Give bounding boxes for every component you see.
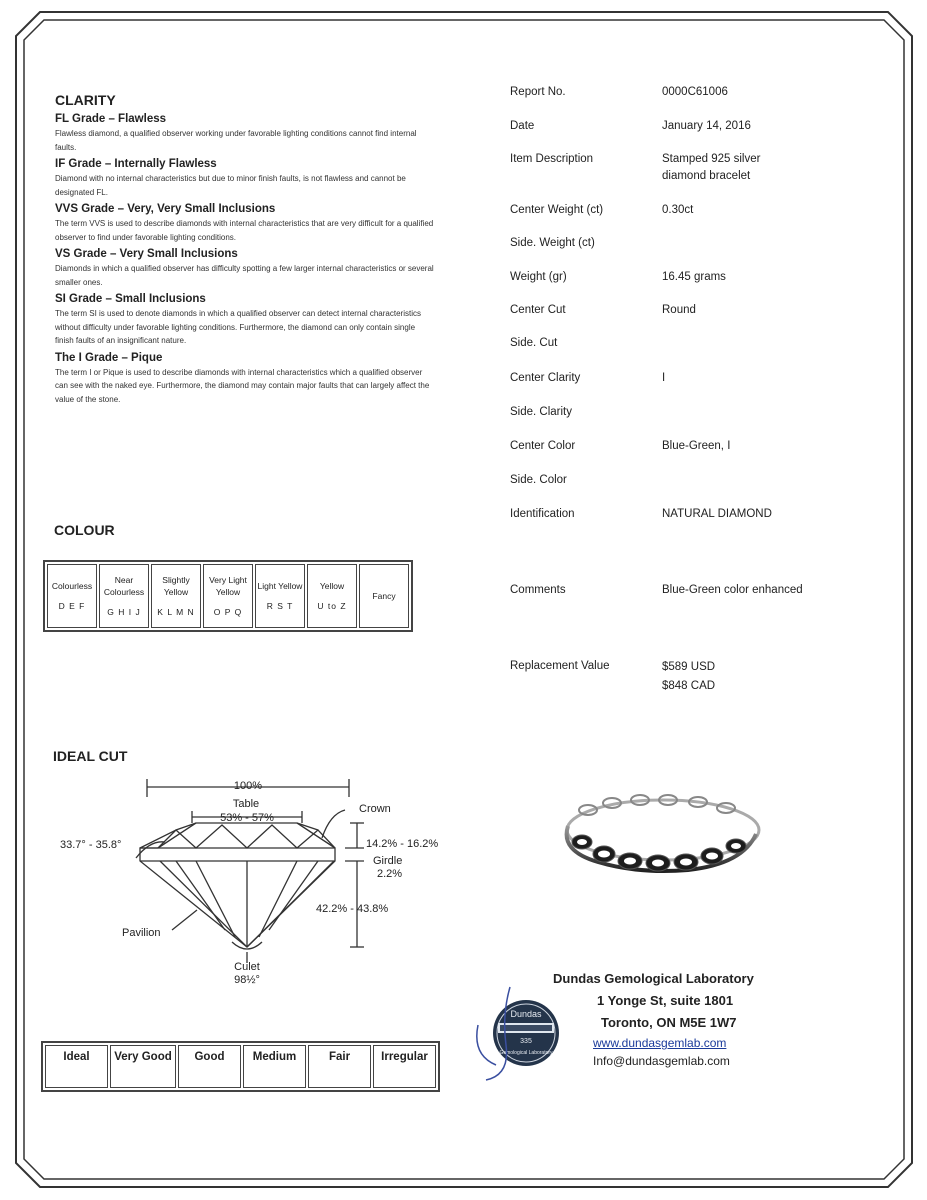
- colour-grade: G H I J: [107, 607, 141, 617]
- colour-heading: COLOUR: [54, 522, 115, 538]
- cut-grade-cell: Very Good: [110, 1045, 176, 1088]
- grade-title: VVS Grade – Very, Very Small Inclusions: [55, 203, 276, 215]
- colour-name: Fancy: [372, 591, 396, 601]
- colour-scale-table: [43, 560, 413, 632]
- grade-title: FL Grade – Flawless: [55, 113, 167, 125]
- report-number-label: Report No.: [510, 86, 566, 98]
- seal-number-text: 335: [520, 1038, 532, 1045]
- date-value: January 14, 2016: [662, 120, 751, 132]
- lab-website-link[interactable]: www.dundasgemlab.com: [593, 1036, 727, 1050]
- girdle-value-label: 2.2%: [377, 868, 403, 880]
- colour-name: Light Yellow: [257, 581, 303, 591]
- grade-title: SI Grade – Small Inclusions: [55, 293, 206, 305]
- bracelet-photo: [548, 786, 778, 886]
- colour-cell: [151, 564, 201, 628]
- item-description-value: Stamped 925 silver diamond bracelet: [662, 153, 761, 182]
- grade-title: VS Grade – Very Small Inclusions: [55, 248, 238, 260]
- grade-title: The I Grade – Pique: [55, 351, 163, 364]
- colour-name: Colourless: [51, 581, 93, 591]
- colour-grade: U to Z: [317, 601, 347, 611]
- replacement-value-value: $589 USD $848 CAD: [662, 661, 716, 692]
- grade-desc: Diamond with no internal characteristics but due to minor finish faults, is not flawless and cannot be designated FL.: [55, 174, 406, 197]
- weight-gr-label: Weight (gr): [510, 271, 567, 283]
- report-number-value: 0000C61006: [662, 86, 728, 98]
- cut-grade-cell: Medium: [243, 1045, 306, 1088]
- center-cut-value: Round: [662, 304, 696, 316]
- clarity-grade-fl: [55, 112, 435, 154]
- colour-grade: R S T: [266, 601, 294, 611]
- crown-height-label: 14.2% - 16.2%: [366, 838, 439, 850]
- colour-name: Yellow: [319, 581, 345, 591]
- colour-name: Near Colourless: [103, 575, 145, 597]
- colour-grade: D E F: [58, 601, 86, 611]
- cut-grade-cell: Fair: [308, 1045, 371, 1088]
- center-weight-label: Center Weight (ct): [510, 204, 604, 216]
- side-clarity-label: Side. Clarity: [510, 406, 572, 418]
- ideal-cut-heading: IDEAL CUT: [53, 748, 128, 764]
- colour-cell: [359, 564, 409, 628]
- colour-cell: [307, 564, 357, 628]
- cut-scale-table: [41, 1041, 440, 1092]
- cut-grade-cell: Ideal: [45, 1045, 108, 1088]
- colour-grade: K L M N: [157, 607, 195, 617]
- center-weight-value: 0.30ct: [662, 204, 694, 216]
- width-label: 100%: [233, 780, 263, 792]
- clarity-grade-vs: [55, 247, 435, 289]
- colour-cell: [203, 564, 253, 628]
- colour-cell: [47, 564, 97, 628]
- pavilion-depth-label: 42.2% - 43.8%: [316, 903, 389, 915]
- grade-desc: The term VVS is used to describe diamonds with internal characteristics that are very difficult for a qualified observer to find under favorable lighting conditions.: [55, 219, 434, 242]
- grade-title: IF Grade – Internally Flawless: [55, 158, 217, 170]
- seal-top-text: Dundas: [510, 1009, 542, 1019]
- side-weight-label: Side. Weight (ct): [510, 237, 595, 249]
- grade-desc: Flawless diamond, a qualified observer working under favorable lighting conditions cannot find internal faults.: [55, 129, 417, 152]
- center-color-value: Blue-Green, I: [662, 440, 731, 452]
- lab-email: Info@dundasgemlab.com: [593, 1054, 730, 1068]
- clarity-section: [55, 92, 435, 406]
- lab-address-line1: 1 Yonge St, suite 1801: [597, 993, 734, 1008]
- clarity-heading: CLARITY: [55, 92, 116, 108]
- center-clarity-label: Center Clarity: [510, 372, 581, 384]
- clarity-grade-if: [55, 157, 435, 199]
- table-label: Table: [232, 798, 260, 810]
- lab-name: Dundas Gemological Laboratory: [553, 971, 754, 986]
- crown-label: Crown: [359, 803, 391, 815]
- clarity-grade-si: [55, 292, 435, 348]
- table-range-label: 53% - 57%: [220, 812, 274, 824]
- colour-grade: O P Q: [213, 607, 243, 617]
- colour-name: Slightly Yellow: [162, 575, 190, 597]
- grade-desc: The term I or Pique is used to describe diamonds with internal characteristics which a qualified observer can see with the naked eye. Furthermore, the diamond may contain major faults that can largely affect the value of the stone.: [55, 367, 430, 404]
- crown-angle-label: 33.7° - 35.8°: [60, 839, 122, 851]
- lab-info: [553, 968, 754, 1070]
- side-color-label: Side. Color: [510, 474, 567, 486]
- center-color-label: Center Color: [510, 440, 576, 452]
- diamond-diagram: [0, 770, 450, 990]
- clarity-grade-i: [55, 351, 435, 407]
- colour-cell: [255, 564, 305, 628]
- item-description-label: Item Description: [510, 153, 594, 165]
- center-cut-label: Center Cut: [510, 304, 566, 316]
- cut-grade-cell: Irregular: [373, 1045, 436, 1088]
- girdle-label: Girdle: [373, 855, 403, 867]
- lab-address-line2: Toronto, ON M5E 1W7: [601, 1015, 737, 1030]
- center-clarity-value: I: [662, 372, 666, 384]
- seal-bottom-text: Gemological Laboratory: [499, 1050, 553, 1056]
- identification-value: NATURAL DIAMOND: [662, 508, 772, 520]
- colour-cell: [99, 564, 149, 628]
- culet-value-label: 98½°: [234, 974, 260, 986]
- grade-desc: The term SI is used to denote diamonds in which a qualified observer can detect internal characteristics without difficulty under favorable lighting conditions. Furthermore, the diamond can only contain single finish faults of an insignificant nature.: [55, 309, 421, 345]
- side-cut-label: Side. Cut: [510, 337, 558, 349]
- pavilion-label: Pavilion: [122, 927, 161, 939]
- date-label: Date: [510, 120, 535, 132]
- cut-grade-cell: Good: [178, 1045, 241, 1088]
- culet-label: Culet: [234, 961, 260, 973]
- identification-label: Identification: [510, 508, 575, 520]
- comments-label: Comments: [510, 584, 566, 596]
- comments-value: Blue-Green color enhanced: [662, 584, 803, 596]
- replacement-value-label: Replacement Value: [510, 660, 610, 672]
- clarity-grade-vvs: [55, 202, 435, 244]
- grade-desc: Diamonds in which a qualified observer has difficulty spotting a few larger internal characteristics or several smaller ones.: [55, 264, 434, 287]
- colour-name: Very Light Yellow: [209, 575, 247, 597]
- weight-gr-value: 16.45 grams: [662, 271, 726, 283]
